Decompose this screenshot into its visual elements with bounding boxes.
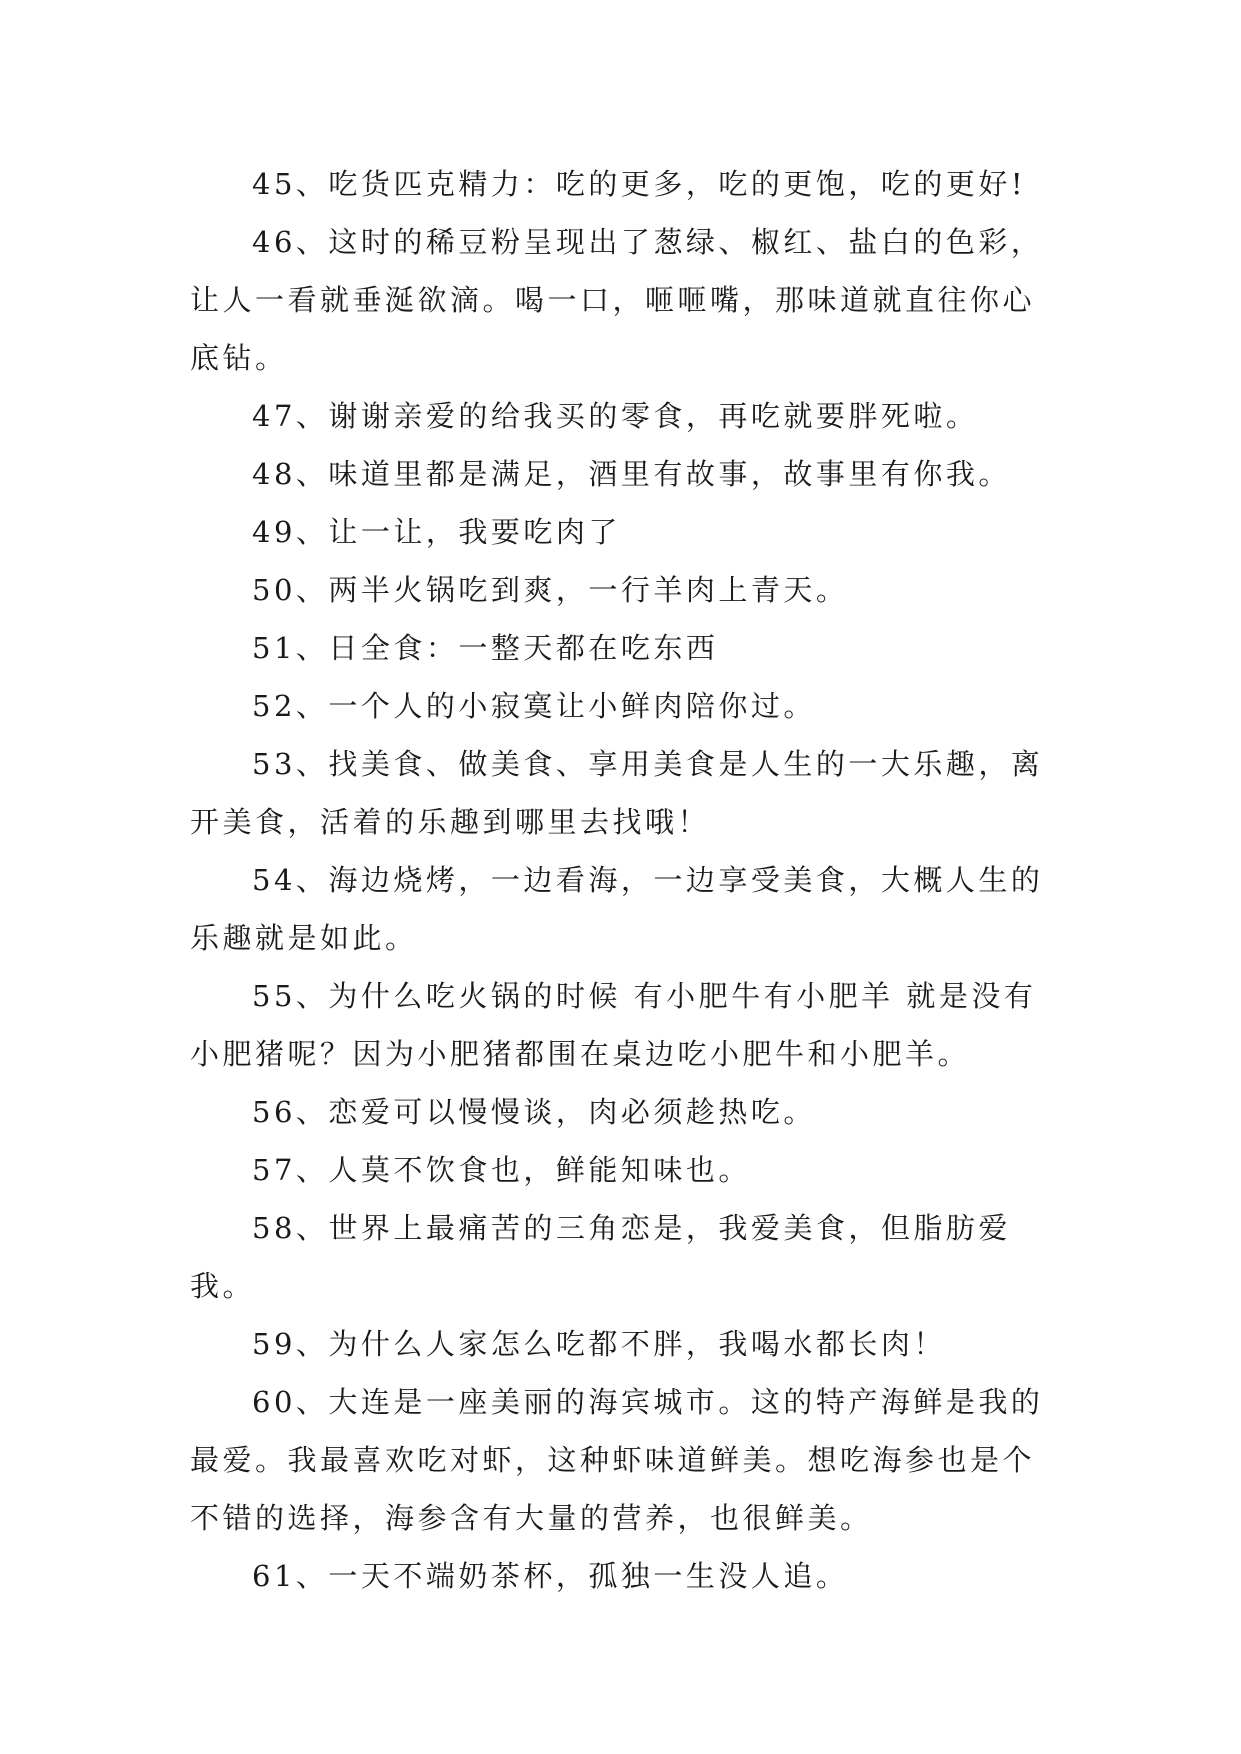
paragraph-61: 61、一天不端奶茶杯，孤独一生没人追。	[252, 1559, 849, 1593]
paragraph-50: 50、两半火锅吃到爽，一行羊肉上青天。	[252, 573, 849, 607]
paragraph-55: 55、为什么吃火锅的时候 有小肥牛有小肥羊 就是没有小肥猪呢？因为小肥猪都围在桌边吃小肥牛和小肥羊。	[190, 979, 1037, 1071]
paragraph-46: 46、这时的稀豆粉呈现出了葱绿、椒红、盐白的色彩，让人一看就垂涎欲滴。喝一口，咂咂嘴，那味道就直往你心底钻。	[190, 225, 1044, 375]
paragraph-56: 56、恋爱可以慢慢谈，肉必须趁热吃。	[252, 1095, 816, 1129]
paragraph-52: 52、一个人的小寂寞让小鲜肉陪你过。	[252, 689, 816, 723]
paragraph-58: 58、世界上最痛苦的三角恋是，我爱美食，但脂肪爱我。	[190, 1211, 1011, 1303]
paragraph-54: 54、海边烧烤，一边看海，一边享受美食，大概人生的乐趣就是如此。	[190, 863, 1044, 955]
paragraph-49: 49、让一让，我要吃肉了	[252, 515, 621, 549]
paragraph-53: 53、找美食、做美食、享用美食是人生的一大乐趣，离开美食，活着的乐趣到哪里去找哦！	[190, 747, 1044, 839]
document-body	[190, 155, 1056, 1605]
paragraph-47: 47、谢谢亲爱的给我买的零食，再吃就要胖死啦。	[252, 399, 979, 433]
paragraph-57: 57、人莫不饮食也，鲜能知味也。	[252, 1153, 751, 1187]
paragraph-60: 60、大连是一座美丽的海宾城市。这的特产海鲜是我的最爱。我最喜欢吃对虾，这种虾味道鲜美。想吃海参也是个不错的选择，海参含有大量的营养，也很鲜美。	[190, 1385, 1044, 1535]
paragraph-51: 51、日全食：一整天都在吃东西	[252, 631, 719, 665]
paragraph-59: 59、为什么人家怎么吃都不胖，我喝水都长肉！	[252, 1327, 946, 1361]
paragraph-45: 45、吃货匹克精力：吃的更多，吃的更饱，吃的更好!	[252, 167, 1027, 201]
paragraph-48: 48、味道里都是满足，酒里有故事，故事里有你我。	[252, 457, 1011, 491]
